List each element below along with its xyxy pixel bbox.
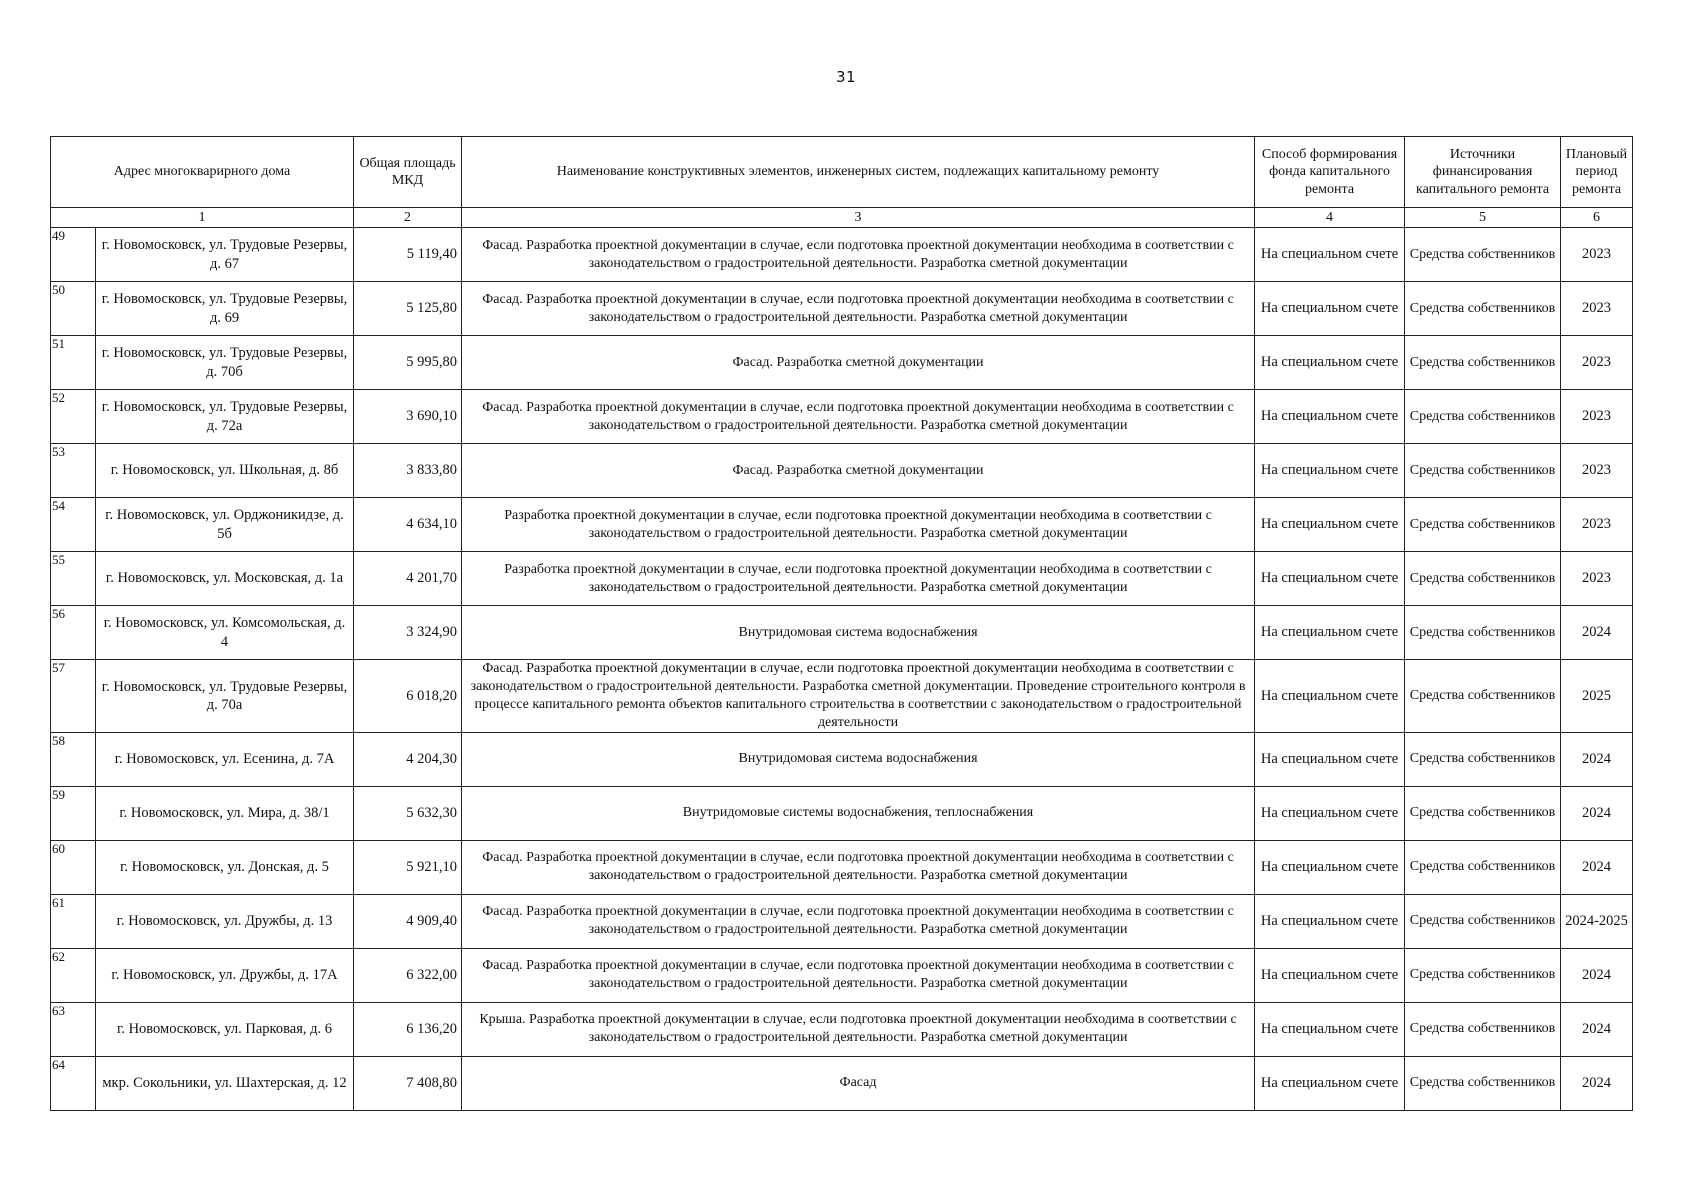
table-row	[51, 732, 1633, 786]
area-cell: 4 909,40	[354, 894, 462, 948]
method-cell: На специальном счете	[1255, 390, 1405, 444]
period-cell: 2023	[1561, 282, 1633, 336]
works-cell: Фасад. Разработка проектной документации в случае, если подготовка проектной документации необходима в соответствии с законодательством о градостроительной деятельности. Разработка сметной документации	[462, 894, 1255, 948]
works-cell: Фасад. Разработка проектной документации в случае, если подготовка проектной документации необходима в соответствии с законодательством о градостроительной деятельности. Разработка сметной документации	[462, 228, 1255, 282]
header-works: Наименование конструктивных элементов, инженерных систем, подлежащих капитальному ремонту	[462, 137, 1255, 208]
row-number: 57	[51, 660, 96, 733]
source-cell: Средства собственников	[1405, 606, 1561, 660]
method-cell: На специальном счете	[1255, 894, 1405, 948]
table-row	[51, 606, 1633, 660]
table-row	[51, 660, 1633, 733]
area-cell: 5 632,30	[354, 786, 462, 840]
row-number: 53	[51, 444, 96, 498]
area-cell: 5 995,80	[354, 336, 462, 390]
works-cell: Фасад. Разработка проектной документации в случае, если подготовка проектной документации необходима в соответствии с законодательством о градостроительной деятельности. Разработка сметной документации	[462, 390, 1255, 444]
row-number: 64	[51, 1056, 96, 1110]
works-cell: Внутридомовые системы водоснабжения, теплоснабжения	[462, 786, 1255, 840]
header-area: Общая площадь МКД	[354, 137, 462, 208]
row-number: 56	[51, 606, 96, 660]
row-number: 62	[51, 948, 96, 1002]
period-cell: 2025	[1561, 660, 1633, 733]
works-cell: Фасад. Разработка проектной документации в случае, если подготовка проектной документации необходима в соответствии с законодательством о градостроительной деятельности. Разработка сметной документации	[462, 840, 1255, 894]
table-row	[51, 552, 1633, 606]
address-cell: г. Новомосковск, ул. Есенина, д. 7А	[96, 732, 354, 786]
period-cell: 2023	[1561, 552, 1633, 606]
source-cell: Средства собственников	[1405, 552, 1561, 606]
method-cell: На специальном счете	[1255, 552, 1405, 606]
table-row	[51, 840, 1633, 894]
works-cell: Разработка проектной документации в случае, если подготовка проектной документации необходима в соответствии с законодательством о градостроительной деятельности. Разработка сметной документации	[462, 552, 1255, 606]
method-cell: На специальном счете	[1255, 228, 1405, 282]
table-body	[51, 228, 1633, 1111]
address-cell: г. Новомосковск, ул. Московская, д. 1а	[96, 552, 354, 606]
address-cell: г. Новомосковск, ул. Парковая, д. 6	[96, 1002, 354, 1056]
source-cell: Средства собственников	[1405, 948, 1561, 1002]
source-cell: Средства собственников	[1405, 786, 1561, 840]
source-cell: Средства собственников	[1405, 840, 1561, 894]
column-number-row	[51, 208, 1633, 228]
area-cell: 7 408,80	[354, 1056, 462, 1110]
address-cell: г. Новомосковск, ул. Орджоникидзе, д. 5б	[96, 498, 354, 552]
area-cell: 6 136,20	[354, 1002, 462, 1056]
method-cell: На специальном счете	[1255, 606, 1405, 660]
period-cell: 2024	[1561, 732, 1633, 786]
header-period: Плановый период ремонта	[1561, 137, 1633, 208]
period-cell: 2024	[1561, 1002, 1633, 1056]
table-row	[51, 228, 1633, 282]
source-cell: Средства собственников	[1405, 282, 1561, 336]
row-number: 49	[51, 228, 96, 282]
method-cell: На специальном счете	[1255, 660, 1405, 733]
row-number: 58	[51, 732, 96, 786]
works-cell: Фасад. Разработка проектной документации в случае, если подготовка проектной документации необходима в соответствии с законодательством о градостроительной деятельности. Разработка сметной документации	[462, 948, 1255, 1002]
method-cell: На специальном счете	[1255, 336, 1405, 390]
method-cell: На специальном счете	[1255, 948, 1405, 1002]
address-cell: г. Новомосковск, ул. Мира, д. 38/1	[96, 786, 354, 840]
works-cell: Крыша. Разработка проектной документации в случае, если подготовка проектной документации необходима в соответствии с законодательством о градостроительной деятельности. Разработка сметной документации	[462, 1002, 1255, 1056]
area-cell: 6 322,00	[354, 948, 462, 1002]
period-cell: 2024	[1561, 606, 1633, 660]
table-row	[51, 336, 1633, 390]
column-number: 5	[1405, 208, 1561, 228]
method-cell: На специальном счете	[1255, 282, 1405, 336]
address-cell: мкр. Сокольники, ул. Шахтерская, д. 12	[96, 1056, 354, 1110]
row-number: 61	[51, 894, 96, 948]
table-row	[51, 444, 1633, 498]
header-source: Источники финансирования капитального ремонта	[1405, 137, 1561, 208]
area-cell: 5 119,40	[354, 228, 462, 282]
header-method: Способ формирования фонда капитального ремонта	[1255, 137, 1405, 208]
works-cell: Фасад	[462, 1056, 1255, 1110]
area-cell: 5 125,80	[354, 282, 462, 336]
address-cell: г. Новомосковск, ул. Трудовые Резервы, д. 70б	[96, 336, 354, 390]
page-number: 31	[835, 68, 857, 86]
address-cell: г. Новомосковск, ул. Дружбы, д. 13	[96, 894, 354, 948]
row-number: 60	[51, 840, 96, 894]
capital-repair-table	[50, 136, 1633, 1111]
method-cell: На специальном счете	[1255, 840, 1405, 894]
works-cell: Фасад. Разработка сметной документации	[462, 444, 1255, 498]
area-cell: 3 833,80	[354, 444, 462, 498]
address-cell: г. Новомосковск, ул. Трудовые Резервы, д. 70а	[96, 660, 354, 733]
source-cell: Средства собственников	[1405, 498, 1561, 552]
row-number: 54	[51, 498, 96, 552]
address-cell: г. Новомосковск, ул. Дружбы, д. 17А	[96, 948, 354, 1002]
method-cell: На специальном счете	[1255, 1056, 1405, 1110]
period-cell: 2024-2025	[1561, 894, 1633, 948]
column-number: 4	[1255, 208, 1405, 228]
table-row	[51, 498, 1633, 552]
table-row	[51, 786, 1633, 840]
address-cell: г. Новомосковск, ул. Трудовые Резервы, д. 69	[96, 282, 354, 336]
address-cell: г. Новомосковск, ул. Трудовые Резервы, д. 72а	[96, 390, 354, 444]
area-cell: 4 204,30	[354, 732, 462, 786]
column-number: 1	[51, 208, 354, 228]
row-number: 59	[51, 786, 96, 840]
works-cell: Фасад. Разработка сметной документации	[462, 336, 1255, 390]
row-number: 52	[51, 390, 96, 444]
table-row	[51, 948, 1633, 1002]
address-cell: г. Новомосковск, ул. Комсомольская, д. 4	[96, 606, 354, 660]
area-cell: 6 018,20	[354, 660, 462, 733]
source-cell: Средства собственников	[1405, 390, 1561, 444]
header-row	[51, 137, 1633, 208]
source-cell: Средства собственников	[1405, 444, 1561, 498]
method-cell: На специальном счете	[1255, 444, 1405, 498]
period-cell: 2023	[1561, 498, 1633, 552]
table-row	[51, 894, 1633, 948]
row-number: 50	[51, 282, 96, 336]
address-cell: г. Новомосковск, ул. Донская, д. 5	[96, 840, 354, 894]
method-cell: На специальном счете	[1255, 1002, 1405, 1056]
column-number: 2	[354, 208, 462, 228]
method-cell: На специальном счете	[1255, 732, 1405, 786]
period-cell: 2024	[1561, 786, 1633, 840]
table-row	[51, 282, 1633, 336]
works-cell: Фасад. Разработка проектной документации в случае, если подготовка проектной документации необходима в соответствии с законодательством о градостроительной деятельности. Разработка сметной документации	[462, 282, 1255, 336]
period-cell: 2024	[1561, 840, 1633, 894]
period-cell: 2023	[1561, 390, 1633, 444]
table-row	[51, 1056, 1633, 1110]
column-number: 3	[462, 208, 1255, 228]
source-cell: Средства собственников	[1405, 660, 1561, 733]
period-cell: 2023	[1561, 228, 1633, 282]
area-cell: 4 634,10	[354, 498, 462, 552]
method-cell: На специальном счете	[1255, 786, 1405, 840]
period-cell: 2023	[1561, 444, 1633, 498]
address-cell: г. Новомосковск, ул. Трудовые Резервы, д. 67	[96, 228, 354, 282]
row-number: 55	[51, 552, 96, 606]
method-cell: На специальном счете	[1255, 498, 1405, 552]
period-cell: 2024	[1561, 1056, 1633, 1110]
column-number: 6	[1561, 208, 1633, 228]
row-number: 51	[51, 336, 96, 390]
period-cell: 2024	[1561, 948, 1633, 1002]
works-cell: Разработка проектной документации в случае, если подготовка проектной документации необходима в соответствии с законодательством о градостроительной деятельности. Разработка сметной документации	[462, 498, 1255, 552]
works-cell: Внутридомовая система водоснабжения	[462, 606, 1255, 660]
source-cell: Средства собственников	[1405, 228, 1561, 282]
row-number: 63	[51, 1002, 96, 1056]
source-cell: Средства собственников	[1405, 1002, 1561, 1056]
header-address: Адрес многокварирного дома	[51, 137, 354, 208]
works-cell: Внутридомовая система водоснабжения	[462, 732, 1255, 786]
source-cell: Средства собственников	[1405, 894, 1561, 948]
source-cell: Средства собственников	[1405, 1056, 1561, 1110]
area-cell: 3 690,10	[354, 390, 462, 444]
area-cell: 3 324,90	[354, 606, 462, 660]
source-cell: Средства собственников	[1405, 732, 1561, 786]
works-cell: Фасад. Разработка проектной документации в случае, если подготовка проектной документации необходима в соответствии с законодательством о градостроительной деятельности. Разработка сметной документации. Проведение строительного контроля в процессе капитального ремонта объектов капитального строительства в соответствии с законодательством о градостроительной деятельности	[462, 660, 1255, 733]
source-cell: Средства собственников	[1405, 336, 1561, 390]
area-cell: 4 201,70	[354, 552, 462, 606]
address-cell: г. Новомосковск, ул. Школьная, д. 8б	[96, 444, 354, 498]
table-row	[51, 390, 1633, 444]
table-row	[51, 1002, 1633, 1056]
period-cell: 2023	[1561, 336, 1633, 390]
area-cell: 5 921,10	[354, 840, 462, 894]
